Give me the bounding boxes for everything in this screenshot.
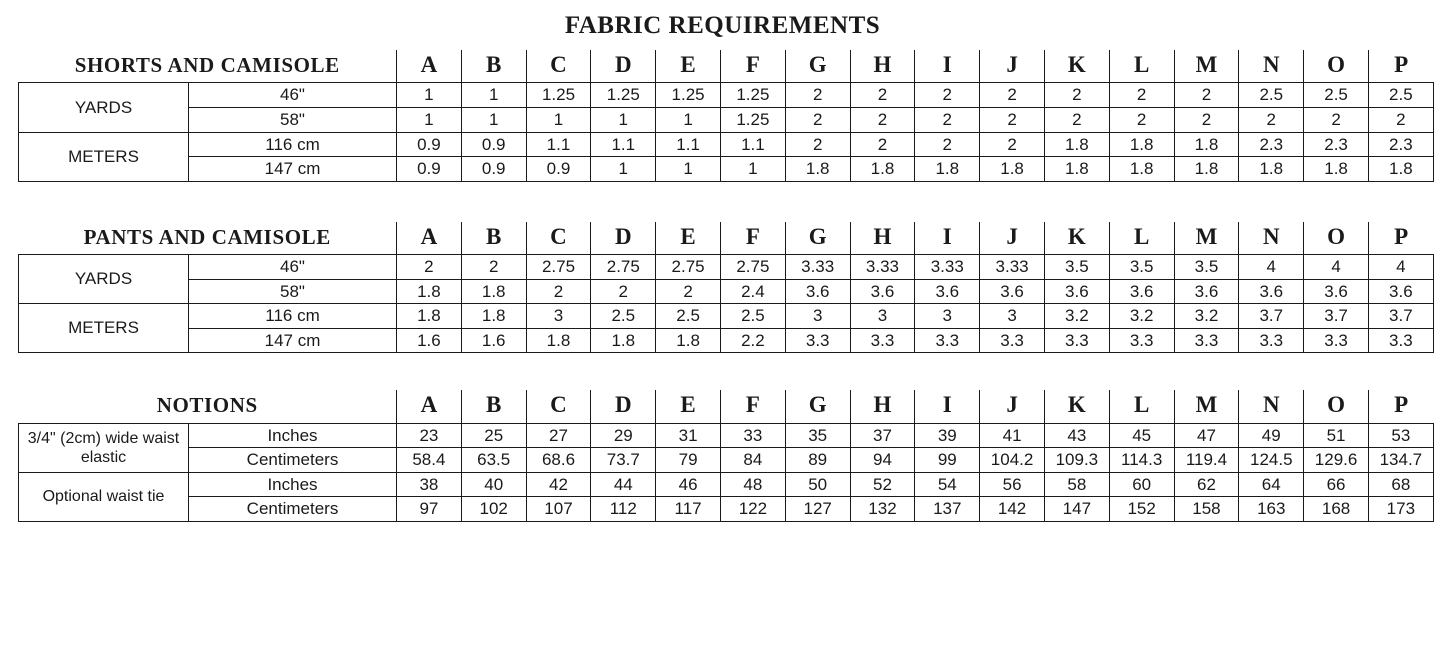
- column-header-c: C: [526, 222, 591, 255]
- cell: 0.9: [397, 157, 462, 182]
- cell: 3.7: [1368, 304, 1433, 329]
- cell: 3.6: [850, 279, 915, 304]
- cell: 1.8: [1109, 157, 1174, 182]
- column-header-e: E: [656, 390, 721, 423]
- cell: 2: [1044, 83, 1109, 108]
- cell: 3.33: [980, 255, 1045, 280]
- cell: 2: [980, 132, 1045, 157]
- column-header-d: D: [591, 390, 656, 423]
- cell: 3: [785, 304, 850, 329]
- cell: 2: [850, 132, 915, 157]
- cell: 3.5: [1174, 255, 1239, 280]
- cell: 42: [526, 472, 591, 497]
- row-sub-label: 46": [189, 255, 397, 280]
- cell: 3.2: [1044, 304, 1109, 329]
- column-header-p: P: [1368, 222, 1433, 255]
- cell: 3: [980, 304, 1045, 329]
- table-row: [19, 328, 1434, 353]
- cell: 0.9: [397, 132, 462, 157]
- cell: 132: [850, 497, 915, 522]
- cell: 48: [720, 472, 785, 497]
- column-header-a: A: [397, 390, 462, 423]
- cell: 2: [1368, 107, 1433, 132]
- row-group-label-waist-tie: Optional waist tie: [19, 472, 189, 521]
- column-header-m: M: [1174, 222, 1239, 255]
- column-header-m: M: [1174, 50, 1239, 83]
- cell: 3.6: [1239, 279, 1304, 304]
- cell: 94: [850, 448, 915, 473]
- cell: 1.8: [1239, 157, 1304, 182]
- cell: 31: [656, 423, 721, 448]
- column-header-i: I: [915, 222, 980, 255]
- cell: 3.3: [785, 328, 850, 353]
- column-header-a: A: [397, 222, 462, 255]
- row-sub-label: 116 cm: [189, 304, 397, 329]
- cell: 58.4: [397, 448, 462, 473]
- cell: 2: [785, 132, 850, 157]
- row-sub-label: Centimeters: [189, 448, 397, 473]
- table-row: [19, 255, 1434, 280]
- section-title-notions: NOTIONS: [19, 390, 397, 423]
- cell: 2: [915, 107, 980, 132]
- cell: 3.6: [1368, 279, 1433, 304]
- cell: 1.6: [397, 328, 462, 353]
- cell: 114.3: [1109, 448, 1174, 473]
- row-sub-label: 116 cm: [189, 132, 397, 157]
- row-sub-label: 147 cm: [189, 328, 397, 353]
- cell: 54: [915, 472, 980, 497]
- cell: 1: [720, 157, 785, 182]
- cell: 1.8: [526, 328, 591, 353]
- column-header-f: F: [720, 390, 785, 423]
- cell: 97: [397, 497, 462, 522]
- cell: 2.5: [1368, 83, 1433, 108]
- section-spacer: [0, 182, 1445, 222]
- row-sub-label: Inches: [189, 472, 397, 497]
- cell: 117: [656, 497, 721, 522]
- cell: 1.25: [720, 83, 785, 108]
- column-header-p: P: [1368, 390, 1433, 423]
- cell: 3.7: [1304, 304, 1369, 329]
- cell: 2: [915, 132, 980, 157]
- cell: 2.5: [656, 304, 721, 329]
- cell: 2.75: [720, 255, 785, 280]
- section-title-shorts: SHORTS AND CAMISOLE: [19, 50, 397, 83]
- cell: 1.8: [397, 279, 462, 304]
- cell: 173: [1368, 497, 1433, 522]
- cell: 3.3: [850, 328, 915, 353]
- cell: 1.1: [720, 132, 785, 157]
- cell: 2.2: [720, 328, 785, 353]
- cell: 1.8: [850, 157, 915, 182]
- column-header-n: N: [1239, 390, 1304, 423]
- cell: 3: [526, 304, 591, 329]
- cell: 1.8: [1109, 132, 1174, 157]
- cell: 60: [1109, 472, 1174, 497]
- row-group-label-meters: METERS: [19, 304, 189, 353]
- cell: 2: [461, 255, 526, 280]
- cell: 1.8: [915, 157, 980, 182]
- cell: 1.8: [397, 304, 462, 329]
- column-header-i: I: [915, 50, 980, 83]
- cell: 4: [1304, 255, 1369, 280]
- column-header-g: G: [785, 50, 850, 83]
- cell: 3.6: [1109, 279, 1174, 304]
- table-notions: [18, 390, 1434, 522]
- cell: 2: [785, 107, 850, 132]
- column-header-j: J: [980, 50, 1045, 83]
- table-row: [19, 472, 1434, 497]
- cell: 137: [915, 497, 980, 522]
- cell: 2: [656, 279, 721, 304]
- column-header-o: O: [1304, 390, 1369, 423]
- cell: 1.8: [461, 304, 526, 329]
- cell: 1: [397, 83, 462, 108]
- table-shorts-and-camisole: [18, 50, 1434, 182]
- cell: 163: [1239, 497, 1304, 522]
- cell: 2.3: [1368, 132, 1433, 157]
- cell: 2: [1109, 83, 1174, 108]
- cell: 3.33: [850, 255, 915, 280]
- cell: 49: [1239, 423, 1304, 448]
- cell: 3.7: [1239, 304, 1304, 329]
- cell: 3: [850, 304, 915, 329]
- cell: 3.2: [1174, 304, 1239, 329]
- cell: 1.1: [656, 132, 721, 157]
- column-header-p: P: [1368, 50, 1433, 83]
- cell: 1.8: [1174, 157, 1239, 182]
- column-header-g: G: [785, 390, 850, 423]
- cell: 2: [785, 83, 850, 108]
- cell: 3.3: [915, 328, 980, 353]
- cell: 38: [397, 472, 462, 497]
- cell: 40: [461, 472, 526, 497]
- cell: 1.6: [461, 328, 526, 353]
- cell: 47: [1174, 423, 1239, 448]
- cell: 2.3: [1304, 132, 1369, 157]
- cell: 2: [397, 255, 462, 280]
- table-row: [19, 304, 1434, 329]
- cell: 0.9: [526, 157, 591, 182]
- cell: 1.8: [1174, 132, 1239, 157]
- row-group-label-meters: METERS: [19, 132, 189, 181]
- row-sub-label: Centimeters: [189, 497, 397, 522]
- section-title-pants: PANTS AND CAMISOLE: [19, 222, 397, 255]
- table-row: [19, 107, 1434, 132]
- column-header-l: L: [1109, 222, 1174, 255]
- cell: 0.9: [461, 132, 526, 157]
- column-header-h: H: [850, 222, 915, 255]
- cell: 2: [1044, 107, 1109, 132]
- cell: 1: [461, 83, 526, 108]
- column-header-d: D: [591, 50, 656, 83]
- row-sub-label: 58": [189, 107, 397, 132]
- cell: 66: [1304, 472, 1369, 497]
- cell: 23: [397, 423, 462, 448]
- cell: 3.3: [1109, 328, 1174, 353]
- row-group-label-yards: YARDS: [19, 255, 189, 304]
- cell: 45: [1109, 423, 1174, 448]
- cell: 1.8: [1304, 157, 1369, 182]
- column-header-b: B: [461, 222, 526, 255]
- cell: 134.7: [1368, 448, 1433, 473]
- cell: 1: [656, 157, 721, 182]
- cell: 3.3: [1239, 328, 1304, 353]
- table-row: [19, 132, 1434, 157]
- cell: 3.3: [1304, 328, 1369, 353]
- cell: 158: [1174, 497, 1239, 522]
- cell: 2.75: [591, 255, 656, 280]
- column-header-a: A: [397, 50, 462, 83]
- column-header-f: F: [720, 50, 785, 83]
- cell: 3.3: [1174, 328, 1239, 353]
- cell: 37: [850, 423, 915, 448]
- cell: 99: [915, 448, 980, 473]
- cell: 109.3: [1044, 448, 1109, 473]
- cell: 44: [591, 472, 656, 497]
- column-header-l: L: [1109, 50, 1174, 83]
- table-row: [19, 83, 1434, 108]
- cell: 2: [1109, 107, 1174, 132]
- column-header-e: E: [656, 222, 721, 255]
- cell: 1.8: [785, 157, 850, 182]
- cell: 147: [1044, 497, 1109, 522]
- cell: 3.6: [785, 279, 850, 304]
- column-header-o: O: [1304, 222, 1369, 255]
- cell: 122: [720, 497, 785, 522]
- cell: 1.8: [591, 328, 656, 353]
- row-group-label-yards: YARDS: [19, 83, 189, 132]
- cell: 3.3: [980, 328, 1045, 353]
- cell: 35: [785, 423, 850, 448]
- table-row: [19, 448, 1434, 473]
- column-header-n: N: [1239, 222, 1304, 255]
- cell: 2.5: [1304, 83, 1369, 108]
- cell: 2: [850, 107, 915, 132]
- cell: 3.6: [915, 279, 980, 304]
- cell: 68: [1368, 472, 1433, 497]
- cell: 27: [526, 423, 591, 448]
- cell: 1.8: [461, 279, 526, 304]
- cell: 56: [980, 472, 1045, 497]
- column-header-i: I: [915, 390, 980, 423]
- cell: 43: [1044, 423, 1109, 448]
- table-row: [19, 157, 1434, 182]
- column-header-j: J: [980, 390, 1045, 423]
- cell: 41: [980, 423, 1045, 448]
- cell: 3.33: [915, 255, 980, 280]
- cell: 3.33: [785, 255, 850, 280]
- cell: 104.2: [980, 448, 1045, 473]
- column-header-n: N: [1239, 50, 1304, 83]
- cell: 1.8: [980, 157, 1045, 182]
- cell: 46: [656, 472, 721, 497]
- cell: 79: [656, 448, 721, 473]
- cell: 2: [980, 107, 1045, 132]
- cell: 58: [1044, 472, 1109, 497]
- cell: 2: [1174, 83, 1239, 108]
- column-header-l: L: [1109, 390, 1174, 423]
- fabric-requirements-page: [0, 12, 1445, 646]
- row-sub-label: 147 cm: [189, 157, 397, 182]
- table-row: [19, 423, 1434, 448]
- cell: 68.6: [526, 448, 591, 473]
- cell: 2.75: [656, 255, 721, 280]
- row-group-label-waist-elastic: 3/4" (2cm) wide waist elastic: [19, 423, 189, 472]
- cell: 1: [397, 107, 462, 132]
- cell: 2.4: [720, 279, 785, 304]
- column-header-g: G: [785, 222, 850, 255]
- column-header-k: K: [1044, 222, 1109, 255]
- table-row: [19, 279, 1434, 304]
- cell: 3.6: [980, 279, 1045, 304]
- cell: 1.25: [526, 83, 591, 108]
- cell: 1.25: [591, 83, 656, 108]
- cell: 102: [461, 497, 526, 522]
- cell: 63.5: [461, 448, 526, 473]
- cell: 3.6: [1044, 279, 1109, 304]
- cell: 3.6: [1174, 279, 1239, 304]
- column-header-h: H: [850, 390, 915, 423]
- cell: 1.25: [656, 83, 721, 108]
- cell: 1: [591, 107, 656, 132]
- cell: 2.5: [720, 304, 785, 329]
- table-pants-and-camisole: [18, 222, 1434, 354]
- section-spacer: [0, 353, 1445, 390]
- cell: 3.2: [1109, 304, 1174, 329]
- column-header-m: M: [1174, 390, 1239, 423]
- column-header-j: J: [980, 222, 1045, 255]
- cell: 3.5: [1109, 255, 1174, 280]
- column-header-d: D: [591, 222, 656, 255]
- cell: 2: [915, 83, 980, 108]
- cell: 89: [785, 448, 850, 473]
- cell: 2.5: [591, 304, 656, 329]
- column-header-h: H: [850, 50, 915, 83]
- cell: 1: [461, 107, 526, 132]
- cell: 2.75: [526, 255, 591, 280]
- cell: 142: [980, 497, 1045, 522]
- cell: 4: [1239, 255, 1304, 280]
- cell: 0.9: [461, 157, 526, 182]
- cell: 2: [526, 279, 591, 304]
- cell: 52: [850, 472, 915, 497]
- table-header-row: [19, 50, 1434, 83]
- column-header-b: B: [461, 390, 526, 423]
- cell: 1.1: [526, 132, 591, 157]
- column-header-k: K: [1044, 390, 1109, 423]
- cell: 53: [1368, 423, 1433, 448]
- table-header-row: [19, 222, 1434, 255]
- cell: 39: [915, 423, 980, 448]
- table-header-row: [19, 390, 1434, 423]
- column-header-f: F: [720, 222, 785, 255]
- cell: 2: [980, 83, 1045, 108]
- cell: 2: [1174, 107, 1239, 132]
- cell: 3.6: [1304, 279, 1369, 304]
- cell: 2.5: [1239, 83, 1304, 108]
- cell: 2: [591, 279, 656, 304]
- cell: 2.3: [1239, 132, 1304, 157]
- cell: 25: [461, 423, 526, 448]
- cell: 1.8: [1044, 157, 1109, 182]
- column-header-o: O: [1304, 50, 1369, 83]
- cell: 1.8: [1044, 132, 1109, 157]
- cell: 51: [1304, 423, 1369, 448]
- cell: 129.6: [1304, 448, 1369, 473]
- column-header-b: B: [461, 50, 526, 83]
- page-title: FABRIC REQUIREMENTS: [564, 12, 881, 39]
- cell: 1: [591, 157, 656, 182]
- cell: 112: [591, 497, 656, 522]
- cell: 168: [1304, 497, 1369, 522]
- row-sub-label: 58": [189, 279, 397, 304]
- cell: 3.5: [1044, 255, 1109, 280]
- cell: 3.3: [1044, 328, 1109, 353]
- column-header-c: C: [526, 390, 591, 423]
- cell: 1: [526, 107, 591, 132]
- cell: 1.1: [591, 132, 656, 157]
- cell: 1.25: [720, 107, 785, 132]
- cell: 152: [1109, 497, 1174, 522]
- cell: 127: [785, 497, 850, 522]
- column-header-e: E: [656, 50, 721, 83]
- cell: 62: [1174, 472, 1239, 497]
- column-header-k: K: [1044, 50, 1109, 83]
- cell: 1.8: [656, 328, 721, 353]
- cell: 33: [720, 423, 785, 448]
- cell: 119.4: [1174, 448, 1239, 473]
- row-sub-label: Inches: [189, 423, 397, 448]
- table-row: [19, 497, 1434, 522]
- cell: 1: [656, 107, 721, 132]
- cell: 4: [1368, 255, 1433, 280]
- cell: 64: [1239, 472, 1304, 497]
- cell: 84: [720, 448, 785, 473]
- cell: 73.7: [591, 448, 656, 473]
- cell: 50: [785, 472, 850, 497]
- cell: 2: [1239, 107, 1304, 132]
- cell: 29: [591, 423, 656, 448]
- cell: 3: [915, 304, 980, 329]
- cell: 1.8: [1368, 157, 1433, 182]
- cell: 2: [1304, 107, 1369, 132]
- column-header-c: C: [526, 50, 591, 83]
- cell: 3.3: [1368, 328, 1433, 353]
- cell: 2: [850, 83, 915, 108]
- cell: 107: [526, 497, 591, 522]
- cell: 124.5: [1239, 448, 1304, 473]
- row-sub-label: 46": [189, 83, 397, 108]
